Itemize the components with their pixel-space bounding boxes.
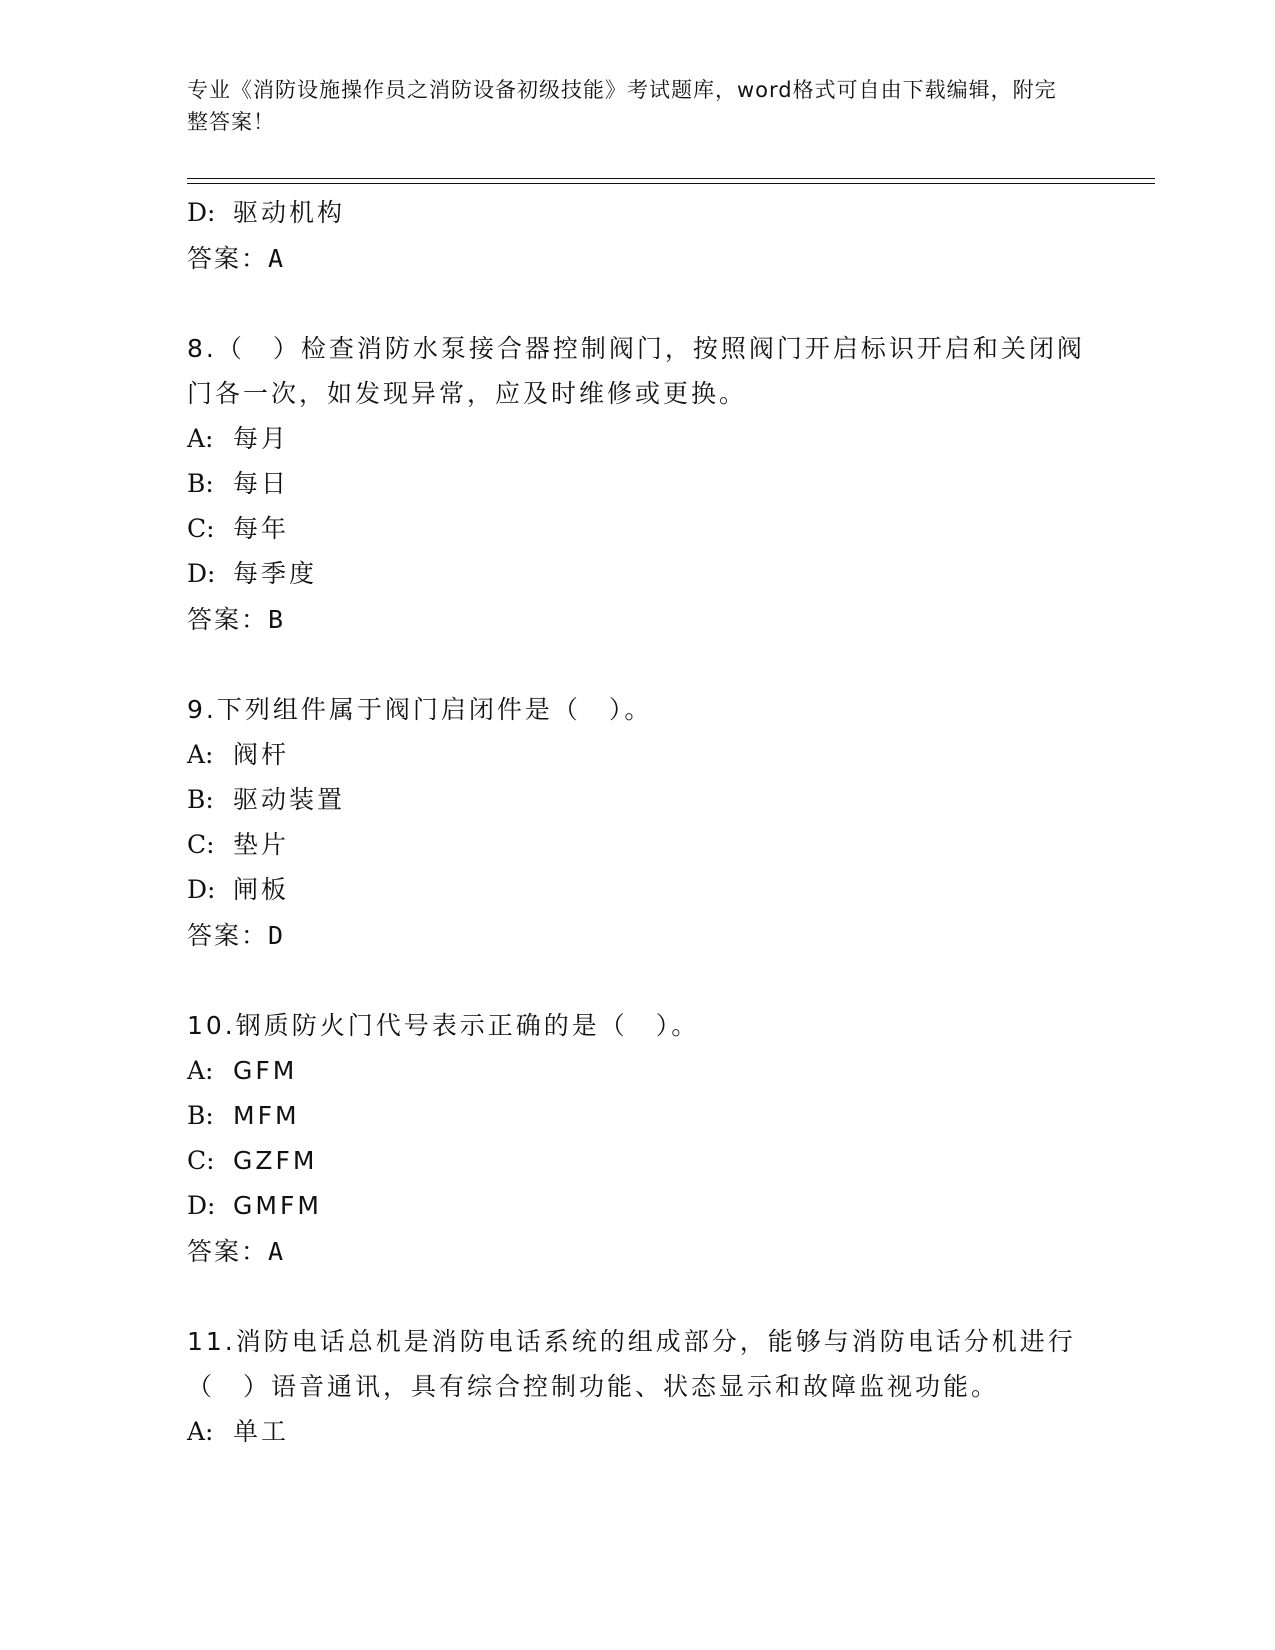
question-stem: 11.消防电话总机是消防电话系统的组成部分，能够与消防电话分机进行（ ）语音通讯，具有综合控制功能、状态显示和故障监视功能。 — [187, 1327, 1076, 1401]
answer-value: A — [268, 244, 286, 273]
option-d — [187, 867, 1087, 912]
question-spacer — [187, 959, 1087, 1003]
question-list — [187, 190, 1087, 1454]
option-letter: D: — [187, 875, 216, 904]
option-letter: C: — [187, 514, 215, 543]
question-stem: 9.下列组件属于阀门启闭件是（ ）。 — [187, 695, 653, 724]
option-a — [187, 1409, 1087, 1454]
answer-label: 答案： — [187, 921, 269, 950]
option-text: 驱动装置 — [233, 785, 346, 814]
question-spacer — [187, 1275, 1087, 1319]
option-d — [187, 1183, 1087, 1228]
option-text: 驱动机构 — [233, 198, 346, 227]
question-spacer — [187, 643, 1087, 687]
option-letter: A: — [187, 1056, 214, 1085]
option-a — [187, 732, 1087, 777]
answer-value: D — [268, 921, 286, 950]
answer-label: 答案： — [187, 605, 269, 634]
option-d — [187, 190, 1087, 235]
answer-value: A — [268, 1237, 286, 1266]
option-text: 单工 — [233, 1417, 290, 1446]
answer-line — [187, 235, 1087, 282]
question-stem: 10.钢质防火门代号表示正确的是（ ）。 — [187, 1011, 700, 1040]
answer-line — [187, 912, 1087, 959]
answer-label: 答案： — [187, 244, 269, 273]
option-text: 每年 — [233, 514, 290, 543]
option-c — [187, 822, 1087, 867]
option-b — [187, 1093, 1087, 1138]
option-text: GFM — [233, 1056, 298, 1085]
option-letter: B: — [187, 469, 214, 498]
option-letter: A: — [187, 740, 214, 769]
option-c — [187, 1138, 1087, 1183]
option-a — [187, 1048, 1087, 1093]
option-letter: B: — [187, 1101, 214, 1130]
option-letter: A: — [187, 424, 214, 453]
option-text: 每月 — [233, 424, 290, 453]
option-text: MFM — [233, 1101, 300, 1130]
option-letter: C: — [187, 830, 215, 859]
header-divider-top — [187, 178, 1155, 179]
option-letter: D: — [187, 559, 216, 588]
option-letter: A: — [187, 1417, 214, 1446]
option-text: 每季度 — [233, 559, 318, 588]
option-text: GMFM — [233, 1191, 322, 1220]
option-b — [187, 777, 1087, 822]
answer-value: B — [268, 605, 286, 634]
option-text: 闸板 — [233, 875, 290, 904]
option-text: 每日 — [233, 469, 290, 498]
answer-line — [187, 1228, 1087, 1275]
document-header: 专业《消防设施操作员之消防设备初级技能》考试题库，word格式可自由下载编辑，附完整答案！ — [187, 78, 1057, 134]
option-c — [187, 506, 1087, 551]
question-stem: 8.（ ）检查消防水泵接合器控制阀门，按照阀门开启标识开启和关闭阀门各一次，如发现异常，应及时维修或更换。 — [187, 334, 1085, 408]
answer-label: 答案： — [187, 1237, 269, 1266]
option-letter: D: — [187, 198, 216, 227]
header-divider-bottom — [187, 183, 1155, 184]
question-spacer — [187, 282, 1087, 326]
option-d — [187, 551, 1087, 596]
answer-line — [187, 596, 1087, 643]
option-letter: D: — [187, 1191, 216, 1220]
option-text: 阀杆 — [233, 740, 290, 769]
option-a — [187, 416, 1087, 461]
option-b — [187, 461, 1087, 506]
option-text: 垫片 — [233, 830, 290, 859]
option-letter: C: — [187, 1146, 215, 1175]
option-letter: B: — [187, 785, 214, 814]
option-text: GZFM — [233, 1146, 318, 1175]
